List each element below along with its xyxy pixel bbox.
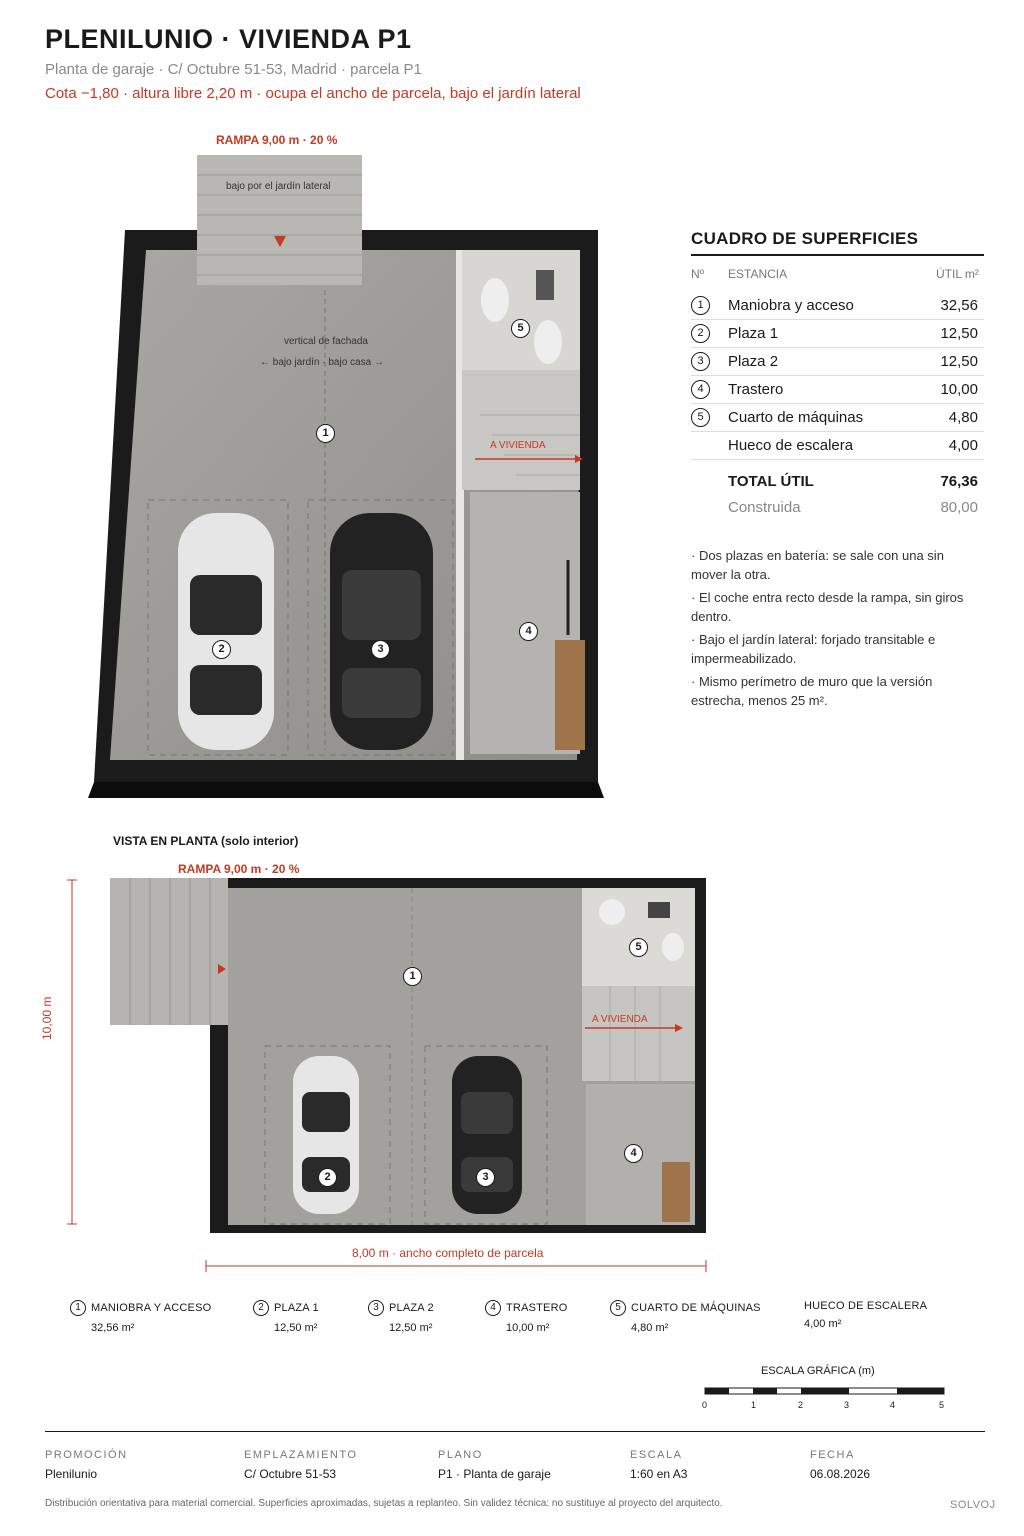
- legend-area: 32,56 m²: [91, 1322, 135, 1334]
- legend-area: 12,50 m²: [274, 1322, 318, 1334]
- row-name: Plaza 1: [728, 325, 779, 342]
- table-row: [691, 404, 984, 432]
- plan-marker-4: 4: [624, 1144, 643, 1163]
- facade-sides-label: ← bajo jardín · bajo casa →: [260, 357, 384, 368]
- legend-number: 2: [253, 1300, 269, 1316]
- scale-bar: [700, 1386, 950, 1400]
- row-name: Trastero: [728, 381, 784, 398]
- plan-title: VISTA EN PLANTA (solo interior): [113, 834, 299, 848]
- footer-value: Plenilunio: [45, 1467, 98, 1481]
- legend-item: [368, 1300, 434, 1334]
- table-head-num: Nº: [691, 267, 705, 281]
- marker-1: 1: [316, 424, 335, 443]
- footer-label: EMPLAZAMIENTO: [244, 1449, 358, 1461]
- ramp-note: bajo por el jardín lateral: [226, 181, 331, 192]
- row-area: 4,80: [948, 409, 978, 426]
- footer-label: PROMOCIÓN: [45, 1449, 128, 1461]
- plan-stair-label: A VIVIENDA: [592, 1014, 648, 1025]
- legend-number: 1: [70, 1300, 86, 1316]
- legend-area: 12,50 m²: [389, 1322, 433, 1334]
- marker-2: 2: [212, 640, 231, 659]
- legend-name: CUARTO DE MÁQUINAS: [631, 1302, 761, 1314]
- legend-name: PLAZA 2: [389, 1302, 434, 1314]
- table-row: [691, 376, 984, 404]
- row-area: 10,00: [940, 381, 978, 398]
- table-title: CUADRO DE SUPERFICIES: [691, 229, 919, 248]
- table-row: [691, 432, 984, 460]
- row-area: 4,00: [948, 437, 978, 454]
- plan-car-white-icon: [293, 1056, 359, 1214]
- row-number: 2: [691, 324, 710, 343]
- plan-stair: [582, 986, 695, 1081]
- legend-item: [485, 1300, 568, 1334]
- legend-item: [610, 1300, 761, 1334]
- footer-value: 06.08.2026: [810, 1467, 871, 1481]
- built-label: Construida: [728, 499, 801, 516]
- marker-4: 4: [519, 622, 538, 641]
- scale-tick: 0: [702, 1400, 708, 1410]
- footer-value: P1 · Planta de garaje: [438, 1467, 551, 1481]
- legend-item: [804, 1300, 927, 1330]
- brand-logo: SOLVOJ: [950, 1499, 996, 1511]
- stair-label: A VIVIENDA: [490, 440, 546, 451]
- legend-name: PLAZA 1: [274, 1302, 319, 1314]
- footer-value: C/ Octubre 51-53: [244, 1467, 337, 1481]
- table-row: [691, 348, 984, 376]
- plan-marker-1: 1: [403, 967, 422, 986]
- plan-car-black-icon: [452, 1056, 522, 1214]
- built-value: 80,00: [940, 499, 978, 516]
- table-total-row: [691, 468, 984, 496]
- scale-tick: 4: [890, 1400, 896, 1410]
- legend-name: HUECO DE ESCALERA: [804, 1300, 928, 1313]
- legend-area: 10,00 m²: [506, 1322, 550, 1334]
- table-row: [691, 320, 984, 348]
- row-area: 32,56: [940, 297, 978, 314]
- legend-item: [253, 1300, 319, 1334]
- note: · Bajo el jardín lateral: forjado transitable e impermeabilizado.: [691, 632, 936, 666]
- car-white-icon: [178, 513, 274, 750]
- scale-tick: 2: [798, 1400, 804, 1410]
- legend-area: 4,80 m²: [631, 1322, 669, 1334]
- footer-rule: [45, 1431, 985, 1432]
- plan-marker-5: 5: [629, 938, 648, 957]
- note: · Dos plazas en batería: se sale con una sin mover la otra.: [691, 548, 944, 582]
- footer-label: ESCALA: [630, 1449, 683, 1461]
- legend-name: TRASTERO: [506, 1302, 568, 1314]
- page-note: Cota −1,80 · altura libre 2,20 m · ocupa el ancho de parcela, bajo el jardín lateral: [45, 85, 581, 102]
- row-number: 5: [691, 408, 710, 427]
- plan-view: [50, 872, 720, 1272]
- row-area: 12,50: [940, 325, 978, 342]
- legend-number: 4: [485, 1300, 501, 1316]
- perspective-view: [80, 120, 620, 810]
- legend-number: 3: [368, 1300, 384, 1316]
- row-name: Cuarto de máquinas: [728, 409, 864, 426]
- stair-floor: [462, 370, 580, 490]
- note: · Mismo perímetro de muro que la versión estrecha, menos 25 m².: [691, 674, 933, 708]
- scale-tick: 3: [844, 1400, 850, 1410]
- legend-item: [70, 1300, 211, 1334]
- row-name: Hueco de escalera: [728, 437, 854, 454]
- legend-name: MANIOBRA Y ACCESO: [91, 1302, 212, 1314]
- table-built-row: [691, 494, 984, 522]
- facade-line-label: vertical de fachada: [284, 336, 368, 347]
- car-black-icon: [330, 513, 433, 750]
- row-number: 1: [691, 296, 710, 315]
- footer-label: FECHA: [810, 1449, 855, 1461]
- table-head-name: ESTANCIA: [728, 267, 788, 281]
- plan-marker-3: 3: [476, 1168, 495, 1187]
- row-number: 4: [691, 380, 710, 399]
- page-title: PLENILUNIO · VIVIENDA P1: [45, 24, 412, 54]
- plan-marker-2: 2: [318, 1168, 337, 1187]
- scale-tick: 5: [939, 1400, 945, 1410]
- table-rule: [691, 254, 984, 256]
- ramp-label: RAMPA 9,00 m · 20 %: [216, 133, 338, 147]
- scale-tick: 1: [751, 1400, 757, 1410]
- footer-value: 1:60 en A3: [630, 1467, 688, 1481]
- marker-5: 5: [511, 319, 530, 338]
- dim-vertical-label: 10,00 m: [40, 996, 54, 1040]
- machine-room-floor: [462, 250, 580, 370]
- row-name: Plaza 2: [728, 353, 779, 370]
- note: · El coche entra recto desde la rampa, sin giros dentro.: [691, 590, 964, 624]
- scale-title: ESCALA GRÁFICA (m): [761, 1365, 875, 1377]
- disclaimer: Distribución orientativa para material comercial. Superficies aproximadas, sujetas a replanteo. Sin validez técnica: no sustituye al proyecto del arquitecto.: [45, 1498, 723, 1509]
- table-row: [691, 292, 984, 320]
- row-number: 3: [691, 352, 710, 371]
- marker-3: 3: [371, 640, 390, 659]
- row-name: Maniobra y acceso: [728, 297, 854, 314]
- legend-area: 4,00 m²: [804, 1318, 842, 1331]
- total-label: TOTAL ÚTIL: [728, 473, 814, 490]
- plan-ramp-label: RAMPA 9,00 m · 20 %: [178, 862, 300, 876]
- notes-block: [691, 546, 981, 714]
- page-subtitle: Planta de garaje · C/ Octubre 51-53, Madrid · parcela P1: [45, 61, 422, 78]
- table-head-area: ÚTIL m²: [936, 267, 979, 281]
- row-area: 12,50: [940, 353, 978, 370]
- footer-label: PLANO: [438, 1449, 483, 1461]
- legend-number: 5: [610, 1300, 626, 1316]
- dim-horizontal-label: 8,00 m · ancho completo de parcela: [352, 1246, 544, 1260]
- total-value: 76,36: [940, 473, 978, 490]
